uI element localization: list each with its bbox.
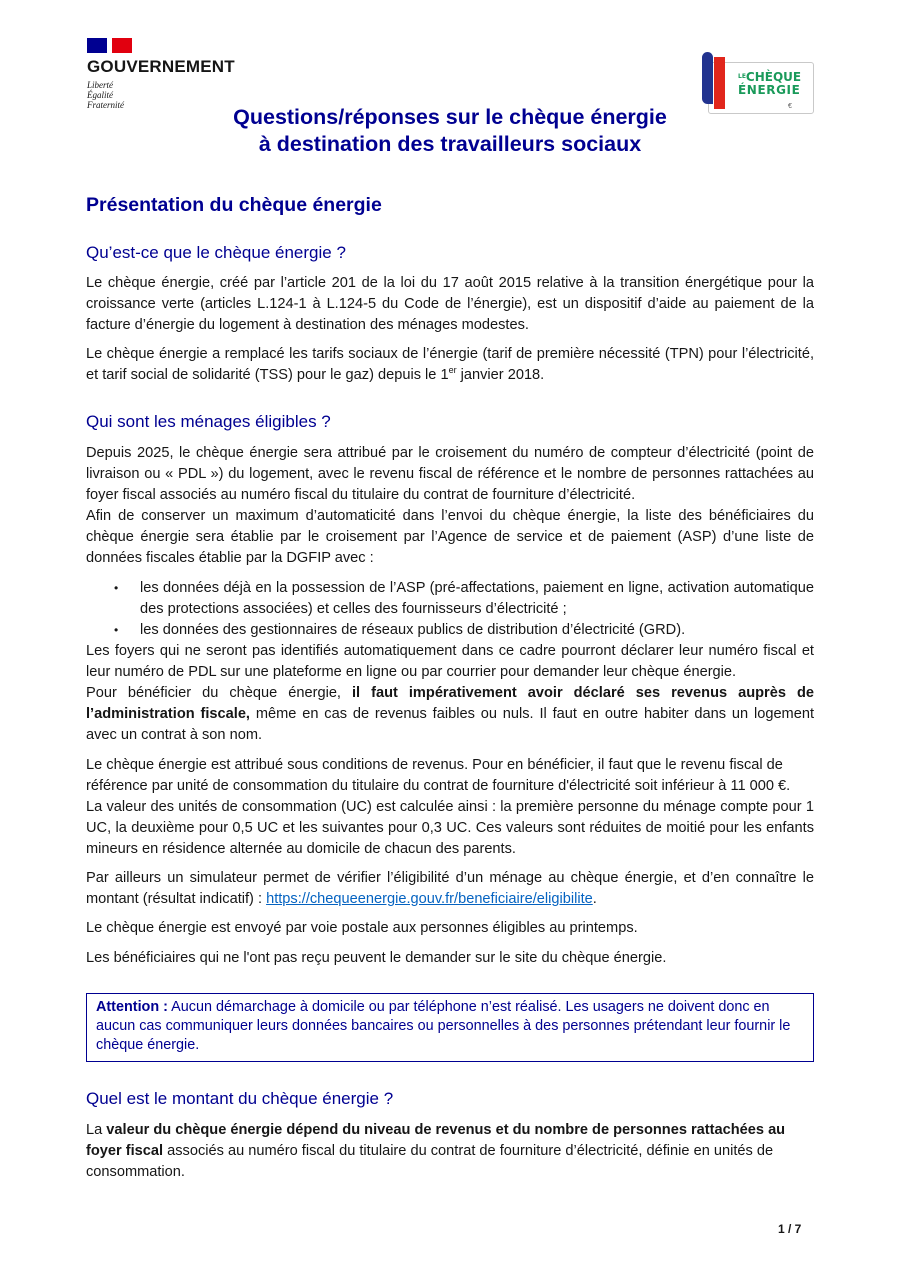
title-line: Questions/réponses sur le chèque énergie [233,105,667,129]
paragraph: Le chèque énergie est attribué sous conditions de revenus. Pour en bénéficier, il faut que le revenu fiscal de référence par unité de consommation du titulaire du contrat de fourniture d'électricité soit inférieur à 11 000 €. [86,757,791,794]
notice-label: Attention : [96,999,168,1015]
list-item: • les données déjà en la possession de l’ASP (pré-affectations, paiement en ligne, activation automatique des protections associées) et celles des fournisseurs d’électricité ; [140,578,814,620]
paragraph: Pour bénéficier du chèque énergie, il faut impérativement avoir déclaré ses revenus auprès de l’administration fiscale, même en cas de revenus faibles ou nuls. Il faut en outre habiter dans un logement avec un contrat à son nom. [86,685,815,743]
list-item: • les données des gestionnaires de réseaux publics de distribution d’électricité (GRD). [140,620,814,641]
title-line: à destination des travailleurs sociaux [258,132,642,156]
page-number: 1 / 7 [778,1222,802,1236]
logo-blue-ribbon-icon [702,52,713,104]
question-heading: Quel est le montant du chèque énergie ? [86,1089,394,1108]
government-logo [87,38,235,110]
paragraph: Le chèque énergie, créé par l’article 201 de la loi du 17 août 2015 relative à la transition énergétique pour la croissance verte (articles L.124-1 à L.124-5 du Code de l’énergie), est un dispositif d’aide au paiement de la facture d’énergie du logement à destination des ménages modestes. [86,275,814,333]
logo-red-ribbon-icon [714,57,725,109]
question-heading: Qu’est-ce que le chèque énergie ? [86,243,346,262]
paragraph: La valeur du chèque énergie dépend du niveau de revenus et du nombre de personnes rattachées au foyer fiscal associés au numéro fiscal du titulaire du contrat de fourniture d’électricité, définie en unités de consommation. [86,1122,786,1180]
question-heading: Qui sont les ménages éligibles ? [86,412,331,431]
paragraph: Par ailleurs un simulateur permet de vérifier l’éligibilité d’un ménage au chèque énergie, et d’en connaître le montant (résultat indicatif) : https://chequeenergie.gouv.fr/beneficiaire/eligibilite. [86,870,814,907]
document-body [86,192,814,1183]
document-title [150,104,750,158]
notice-text: Attention : Aucun démarchage à domicile ou par téléphone n’est réalisé. Les usagers ne doivent donc en aucun cas communiquer leurs données bancaires ou personnelles à des personnes prétendant leur fournir le chèque énergie. [96,999,791,1053]
motto-line: Liberté [87,80,113,90]
section-heading: Présentation du chèque énergie [86,194,382,216]
marianne-flag-icon [87,38,132,53]
paragraph: Le chèque énergie est envoyé par voie postale aux personnes éligibles au printemps. [86,920,638,936]
paragraph: Les foyers qui ne seront pas identifiés automatiquement dans ce cadre pourront déclarer leur numéro fiscal et leur numéro de PDL sur une plateforme en ligne ou par courrier pour demander leur chèque énergie. [86,643,814,680]
emphasis: valeur du chèque énergie dépend du niveau de revenus et du nombre de personnes rattachées au foyer fiscal [86,1122,786,1159]
paragraph: Les bénéficiaires qui ne l'ont pas reçu peuvent le demander sur le site du chèque énergie. [86,950,667,966]
attention-notice [86,993,814,1062]
bullet-list [86,578,814,641]
paragraph: Depuis 2025, le chèque énergie sera attribué par le croisement du numéro de compteur d’électricité (point de livraison ou « PDL ») du logement, avec le revenu fiscal de référence et le nombre de personnes rattachées au foyer fiscal associés au numéro fiscal du titulaire du contrat de fourniture d’électricité. [86,445,814,503]
motto-line: Fraternité [87,100,124,110]
paragraph: La valeur des unités de consommation (UC) est calculée ainsi : la première personne du ménage compte pour 1 UC, la deuxième pour 0,5 UC et les suivantes pour 0,3 UC. Ces valeurs sont réduites de moitié pour les enfants mineurs en résidence alternée au domicile de chacun des parents. [86,799,814,857]
euro-icon: € [788,103,792,110]
government-name: GOUVERNEMENT [87,57,235,76]
paragraph: Afin de conserver un maximum d’automaticité dans l’envoi du chèque énergie, la liste des bénéficiaires du chèque énergie sera établie par le croisement par l’Agence de service et de paiement (ASP) d’une liste de données fiscales établie par la DGFIP avec : [86,508,814,566]
motto-line: Égalité [87,90,113,100]
eligibility-simulator-link[interactable]: https://chequeenergie.gouv.fr/beneficiaire/eligibilite [266,891,593,907]
logo-text: LECHÈQUE ÉNERGIE [738,70,802,97]
emphasis: il faut impérativement avoir déclaré ses revenus auprès de l’administration fiscale, [86,685,814,722]
paragraph: Le chèque énergie a remplacé les tarifs sociaux de l’énergie (tarif de première nécessité (TPN) pour l’électricité, et tarif social de solidarité (TSS) pour le gaz) depuis le 1er janvier 2018. [86,346,814,383]
